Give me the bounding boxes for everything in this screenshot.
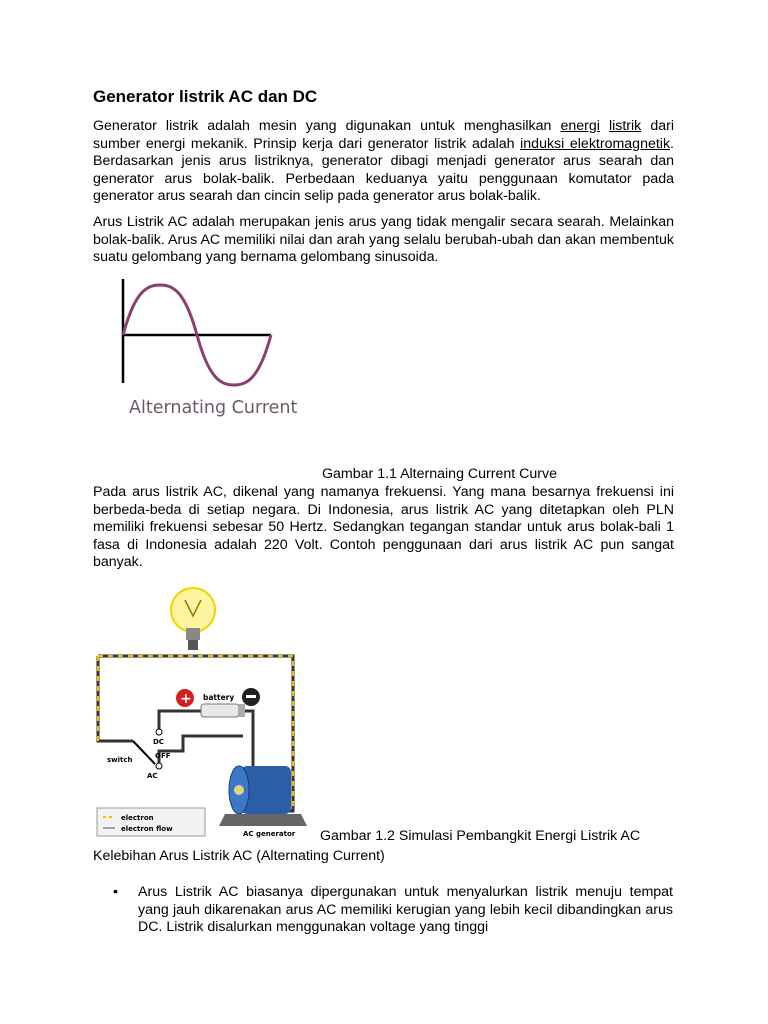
figure-circuit	[93, 586, 313, 836]
link-energi[interactable]: energi	[560, 118, 600, 134]
paragraph-intro	[93, 118, 674, 206]
figure1-caption: Gambar 1.1 Alternaing Current Curve	[322, 466, 557, 482]
figure2-caption: Gambar 1.2 Simulasi Pembangkit Energi Listrik AC	[320, 828, 641, 844]
battery-cap	[239, 704, 245, 717]
bulb-socket	[188, 640, 198, 650]
text-run: dari sumber energi mekanik. Prinsip kerja dari generator listrik adalah	[93, 118, 674, 152]
ac-label: AC	[147, 772, 158, 780]
plus-glyph: +	[180, 691, 192, 707]
link-listrik[interactable]: listrik	[608, 118, 642, 134]
list-item-text: Arus Listrik AC biasanya dipergunakan untuk menyalurkan listrik menuju tempat yang jauh dikarenakan arus AC memiliki kerugian yang lebih kecil dibandingkan arus DC. Listrik disalurkan menggunakan voltage yang tinggi	[138, 884, 673, 936]
minus-glyph	[246, 695, 256, 698]
battery-cell	[201, 704, 239, 717]
generator-label: AC generator	[243, 830, 296, 838]
legend-flow-label: electron flow	[121, 825, 173, 833]
figure-label: Alternating Current	[129, 397, 298, 418]
paragraph-ac-definition: Arus Listrik AC adalah merupakan jenis arus yang tidak mengalir secara searah. Melainkan bolak-balik. Arus AC memiliki nilai dan arah yang selalu berubah-ubah dan akan membentuk suatu gelombang yang bernama gelombang sinusoida.	[93, 213, 674, 266]
bulb-glow	[171, 588, 215, 632]
sine-wave-diagram	[115, 271, 335, 421]
generator-shaft	[234, 785, 244, 795]
advantages-heading: Kelebihan Arus Listrik AC (Alternating Current)	[93, 848, 385, 864]
legend-electron-label: electron	[121, 814, 154, 822]
switch-contact-ac	[156, 763, 162, 769]
text-run	[600, 118, 609, 134]
figure-alternating-current	[93, 281, 674, 429]
dc-label: DC	[153, 738, 164, 746]
text-run: . Berdasarkan jenis arus listriknya, generator dibagi menjadi generator arus searah dan generator arus bolak-balik. Perbedaan keduanya yaitu penggunaan komutator pada generator arus searah dan cincin selip pada generator arus bolak-balik.	[93, 135, 674, 205]
ac-wire	[159, 736, 243, 764]
circuit-diagram	[93, 586, 313, 841]
switch-label: switch	[107, 756, 133, 764]
bullet-icon: •	[113, 884, 118, 900]
paragraph-frequency: Pada arus listrik AC, dikenal yang namanya frekuensi. Yang mana besarnya frekuensi ini berbeda-beda di setiap negara. Di Indonesia, arus listrik AC yang ditetapkan oleh PLN memiliki frekuensi sebesar 50 Hertz. Sedangkan tegangan standar untuk arus bolak-bali 1 fasa di Indonesia adalah 220 Volt. Contoh penggunaan dari arus listrik AC pun sangat banyak.	[93, 484, 674, 571]
text-run: Generator listrik adalah mesin yang digunakan untuk menghasilkan	[93, 118, 561, 134]
link-induksi-elektromagnetik[interactable]: induksi elektromagnetik	[520, 135, 671, 152]
switch-lever	[133, 741, 155, 764]
off-label: OFF	[155, 752, 171, 760]
generator-base	[219, 814, 307, 826]
circuit-wire	[98, 656, 133, 741]
battery-label: battery	[203, 693, 235, 702]
page-title: Generator listrik AC dan DC	[93, 87, 318, 106]
list-item	[113, 884, 673, 937]
switch-contact-dc	[156, 729, 162, 735]
bulb-base	[186, 628, 200, 640]
document-page	[93, 86, 674, 429]
advantages-list	[113, 884, 673, 937]
